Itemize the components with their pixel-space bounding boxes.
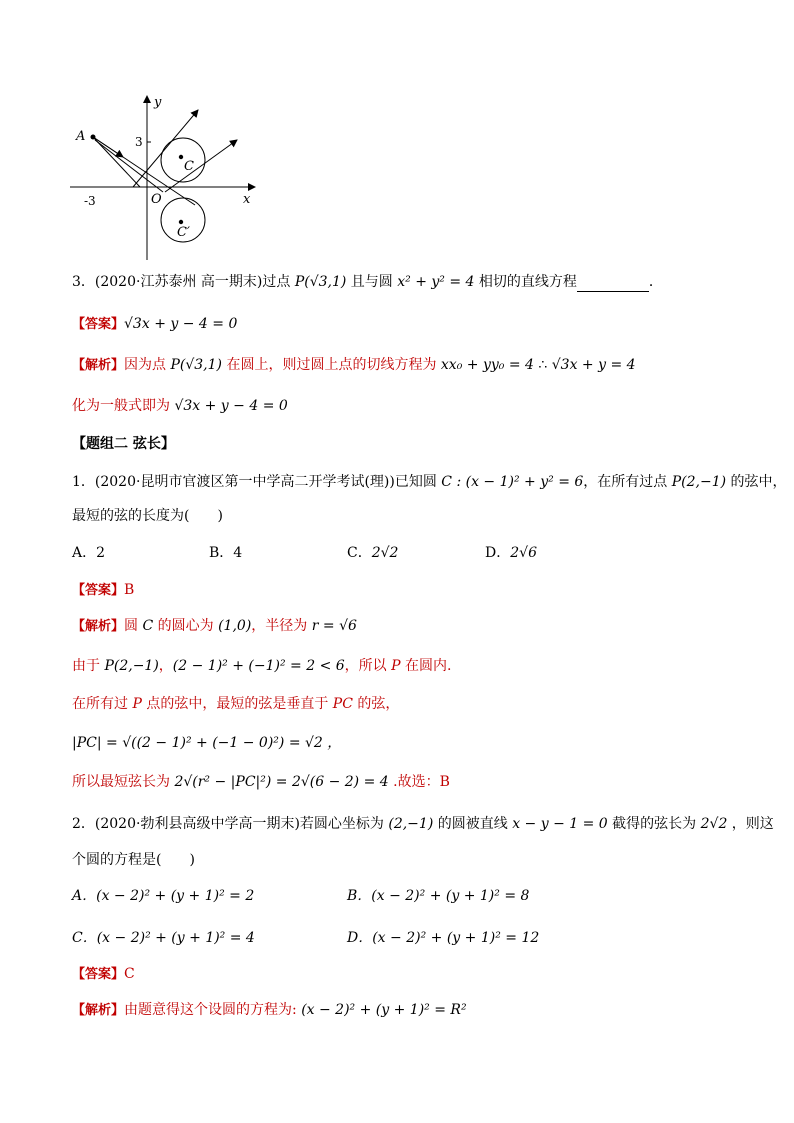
q1-option-d [485, 543, 537, 563]
tick-3: 3 [135, 135, 143, 149]
q3-end: ． [648, 274, 663, 290]
q3-analysis-a: 因为点 [124, 357, 171, 373]
center-c-prime [179, 220, 183, 224]
q1-line1 [72, 472, 787, 492]
q2-line: x − y − 1 = 0 [512, 816, 608, 832]
q3-prefix: 3．(2020·江苏泰州 高一期末)过点 [72, 274, 295, 290]
q3-answer-value: √3x + y − 4 = 0 [124, 316, 238, 332]
q2-option-b: B．(x − 2)² + (y + 1)² = 8 [347, 888, 530, 904]
q1-s2-c: ， [158, 658, 173, 674]
q1-s1-a: 圆 [124, 618, 143, 634]
label-c-prime: C′ [177, 225, 190, 240]
q3-analysis-c: 在圆上，则过圆上点的切线方程为 [222, 357, 441, 373]
q3-mid: 且与圆 [346, 274, 398, 290]
q1-answer [72, 580, 134, 601]
center-c [179, 155, 183, 159]
q3-analysis-d: xx₀ + yy₀ = 4 [440, 357, 534, 373]
q1-s1-f: r = √6 [311, 618, 357, 634]
q2-analysis-a: 由题意得这个设圆的方程为: [124, 1002, 302, 1018]
q1-point: P(2,−1) [671, 474, 727, 490]
q3-point: P(√3,1) [294, 274, 347, 290]
q1-option-d-label: D． [485, 545, 511, 561]
q1-option-a: A．2 [72, 545, 106, 561]
q2-chord: 2√2 [700, 816, 728, 832]
group2-title: 【题组二 弦长】 [72, 436, 175, 452]
q2-line1-e: 截得的弦长为 [607, 816, 701, 832]
q1-s2-e: ，所以 [344, 658, 392, 674]
q1-option-c-value: 2√2 [371, 545, 399, 561]
q1-option-b: B．4 [209, 545, 243, 561]
q1-line1-c: ，在所有过点 [583, 474, 672, 490]
q3-general [72, 396, 288, 416]
answer-tag: 【答案】 [72, 317, 125, 332]
q1-analysis-5 [72, 772, 450, 792]
q2-option-d: D．(x − 2)² + (y + 1)² = 12 [347, 930, 540, 946]
q2-analysis-b: (x − 2)² + (y + 1)² = R² [301, 1002, 467, 1018]
geometry-figure [65, 90, 265, 265]
q2-line2: 个圆的方程是( ) [72, 852, 195, 868]
label-c: C [184, 159, 194, 174]
q3-blank [577, 277, 649, 292]
q1-circle: C : (x − 1)² + y² = 6 [441, 474, 584, 490]
q1-s2-a: 由于 [72, 658, 105, 674]
ray-a-2 [93, 137, 117, 153]
q1-s5-b: 2√(r² − |PC|²) = 2√(6 − 2) = 4 [174, 774, 389, 790]
q1-s3-b: P [132, 696, 142, 712]
q1-s1-b: C [142, 618, 154, 634]
x-axis-label: x [243, 192, 251, 207]
tick-minus3: -3 [84, 194, 96, 208]
q1-s3-c: 点的弦中，最短的弦是垂直于 [141, 696, 333, 712]
q1-s1-c: 的圆心为 [153, 618, 219, 634]
q1-option-c-label: C． [347, 545, 372, 561]
q1-answer-value: B [124, 582, 135, 598]
origin-label: O [151, 192, 162, 207]
q1-analysis-2 [72, 656, 451, 676]
answer-tag: 【答案】 [72, 583, 125, 598]
q1-option-c [347, 543, 398, 563]
q2-line1-g: ，则这 [727, 816, 774, 832]
q2-line1-c: 的圆被直线 [433, 816, 513, 832]
q2-line1-a: 2．(2020·勃利县高级中学高一期末)若圆心坐标为 [72, 816, 389, 832]
answer-tag: 【答案】 [72, 967, 125, 982]
q2-option-a: A．(x − 2)² + (y + 1)² = 2 [72, 888, 255, 904]
circle-c [161, 138, 205, 182]
q1-s3-e: 的弦， [352, 696, 400, 712]
q1-line2: 最短的弦的长度为( ) [72, 508, 223, 524]
q1-analysis-1 [72, 616, 357, 637]
analysis-tag: 【解析】 [72, 1003, 125, 1018]
q2-answer [72, 964, 135, 985]
label-a: A [76, 129, 86, 144]
q3-analysis [72, 355, 636, 376]
q1-s3-a: 在所有过 [72, 696, 133, 712]
tangent-line-3 [95, 140, 163, 192]
line-a-2 [93, 137, 140, 187]
q3-analysis-b: P(√3,1) [170, 357, 222, 373]
q1-s2-d: (2 − 1)² + (−1)² = 2 < 6 [172, 658, 345, 674]
q3-suffix: 相切的直线方程 [474, 274, 577, 290]
q1-s3-d: PC [332, 696, 353, 712]
q3-answer [72, 314, 237, 335]
q1-s1-d: (1,0) [218, 618, 252, 634]
q2-center: (2,−1) [388, 816, 434, 832]
q1-s2-g: 在圆内. [400, 658, 452, 674]
q1-line1-a: 1．(2020·昆明市官渡区第一中学高二开学考试(理))已知圆 [72, 474, 442, 490]
q2-line1 [72, 814, 774, 834]
q3-general-a: 化为一般式即为 [72, 398, 175, 414]
q1-analysis-4: |PC| = √((2 − 1)² + (−1 − 0)²) = √2 ， [72, 735, 342, 751]
q3-analysis-e: ∴ [533, 357, 552, 373]
q3-circle: x² + y² = 4 [397, 274, 475, 290]
q2-analysis [72, 1000, 467, 1021]
y-axis-label: y [154, 95, 162, 110]
q1-line1-e: 的弦中， [726, 474, 787, 490]
q1-s2-f: P [391, 658, 401, 674]
analysis-tag: 【解析】 [72, 358, 125, 373]
analysis-tag: 【解析】 [72, 619, 125, 634]
q1-s5-a: 所以最短弦长为 [72, 774, 175, 790]
q1-option-d-value: 2√6 [510, 545, 537, 561]
q1-s5-c: .故选：B [388, 774, 450, 790]
q1-analysis-3 [72, 694, 399, 714]
q1-s2-b: P(2,−1) [104, 658, 159, 674]
q3-analysis-f: √3x + y = 4 [551, 357, 636, 373]
q2-answer-value: C [124, 966, 135, 982]
q1-s1-e: ，半径为 [251, 618, 312, 634]
q2-option-c: C．(x − 2)² + (y + 1)² = 4 [72, 930, 255, 946]
q3-general-b: √3x + y − 4 = 0 [174, 398, 288, 414]
q3-question [72, 272, 663, 292]
